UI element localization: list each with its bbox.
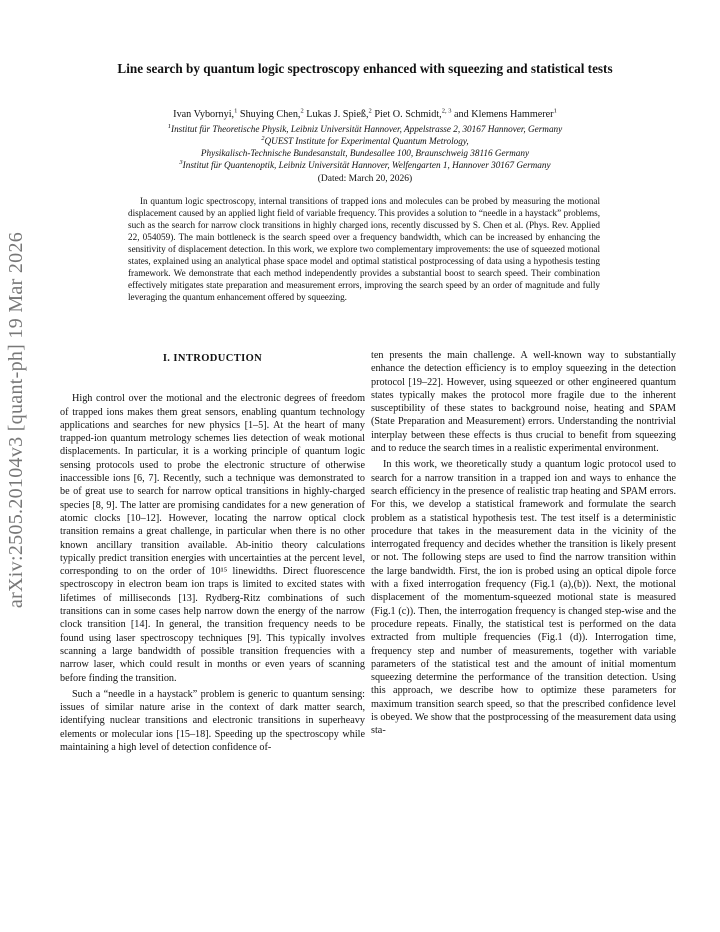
date-line: (Dated: March 20, 2026) (317, 174, 413, 184)
author: Lukas J. Spieß,$^2$ (303, 107, 372, 120)
right-column (371, 349, 676, 738)
author: Shuying Chen,$^2$ (237, 107, 304, 120)
paragraph: High control over the motional and the electronic degrees of freedom of trapped ions makes them great sensors, enabling quantum technology applications and searches for new physics [1–5]. At the heart of many trapped-ion quantum metrology schemes lies detection of weak motional displacements. In particular, it is a working principle of quantum logic sensing protocols used to probe the electronic structure of otherwise inaccessible ions [6, 7]. Recently, such a technique was demonstrated to be of great use to search for narrow optical transitions in highly-charged species [8, 9]. The latter are promising candidates for a new generation of atomic clocks [10–12]. However, locating the narrow optical clock transition remains a great challenge, in particular when there is no other known ancillary transition available. Ab-initio theory calculations typically predict transition energies with uncertainties at the percent level, corresponding to on the order of 10¹⁵ linewidths. Direct fluorescence spectroscopy in electron beam ion traps is limited to excited states with lifetimes of milliseconds [13]. Rydberg-Ritz combinations of such transitions can in some cases help narrow down the energy of the narrow clock transition [14]. In general, the transition frequency needs to be found using laser spectroscopy techniques [9]. This typically involves scanning a large bandwidth of possible transition frequencies with a narrow laser, which could result in months or even years of scanning before finding the transition. (60, 393, 365, 684)
section-heading: I. INTRODUCTION (162, 353, 263, 364)
paper-title: Line search by quantum logic spectroscopy enhanced with squeezing and statistical tests (117, 61, 613, 76)
abstract: In quantum logic spectroscopy, internal transitions of trapped ions and molecules can be probed by measuring the motional displacement caused by an applied light field of variable frequency. This provides a solution to “needle in a haystack” problems, such as the search for narrow clock transitions in highly charged ions, recently discussed by S. Chen et al. (Phys. Rev. Applied 22, 054059). The main bottleneck is the search speed over a frequency bandwidth, which can be increased by enhancing the sensitivity of displacement detection. In this work, we explore two complementary improvements: the use of squeezed motional states, explained using an analytical phase space model and optimal statistical postprocessing of data using a hypothesis testing framework. We demonstrate that each method independently provides a substantial boost to search speed. Their combination effectively mitigates state preparation and measurement errors, improving the search speed by an order of magnitude and fully leveraging the quantum enhancement offered by squeezing. (128, 196, 600, 302)
left-column (60, 352, 365, 754)
author: Ivan Vybornyi,$^1$ (173, 107, 238, 120)
affiliation: $^2$QUEST Institute for Experimental Quantum Metrology, (261, 134, 469, 146)
paragraph: In this work, we theoretically study a quantum logic protocol used to search for a narrow transition in a trapped ion and ways to enhance the search efficiency in the presence of realistic trap heating and SPAM errors. For this, we develop a statistical framework and formulate the search problem as a statistical hypothesis test. The test itself is a deterministic procedure that takes in the measurement data in the vicinity of the interrogated frequency and decides whether the transition is likely present or not. The following steps are used to find the narrow transition within the large bandwidth. First, the ion is probed using an optical dipole force with a fixed interrogation frequency (Fig.1 (a),(b)). Next, the motional displacement of the momentum-squeezed motional state is measured (Fig.1 (c)). Then, the interrogation frequency is changed step-wise and the procedure repeats. Finally, the statistical test is performed on the data extracted from multiple frequencies (Fig.1 (d)). Interrogation time, frequency step and number of measurements, together with variable parameters of the statistical test and the amount of initial momentum squeezing determine the performance of the transition detection. Using this approach, we describe how to optimize these parameters for maximum transition search speed, so that the prescribed confidence level is obeyed. We show that the postprocessing of the measurement data using sta- (371, 459, 676, 737)
affiliation-list (75, 123, 655, 171)
author: Piet O. Schmidt,$^{2, 3}$ (371, 107, 452, 120)
paragraph: Such a “needle in a haystack” problem is generic to quantum sensing: issues of similar nature arise in the context of dark matter search, identifying nuclear transitions and electronic transitions in superheavy elements or molecular ions [15–18]. Speeding up the spectroscopy while maintaining a high level of detection confidence of- (60, 688, 365, 754)
affiliation: Physikalisch-Technische Bundesanstalt, Bundesallee 100, Braunschweig 38116 Germany (200, 148, 530, 158)
arxiv-identifier: arXiv:2505.20104v3 [quant-ph] 19 Mar 2026 (5, 231, 27, 609)
paragraph: ten presents the main challenge. A well-known way to substantially enhance the detection efficiency is to employ squeezing in the detection protocol [19–22]. However, using squeezed or other engineered quantum states typically makes the protocol more fragile due to the inherent susceptibility of these states to background noise, heating and SPAM (State Preparation and Measurement) errors. Understanding the nontrivial interplay between these effects is thus crucial to benefit from squeezing and to reduce the search times in a realistic experimental environment. (371, 350, 676, 455)
author-list (80, 108, 650, 121)
affiliation: $^3$Institut für Quantenoptik, Leibniz Universität Hannover, Welfengarten 1, Hannover 30167 Germany (179, 158, 551, 170)
author: and Klemens Hammerer$^1$ (451, 107, 557, 120)
affiliation: $^1$Institut für Theoretische Physik, Leibniz Universität Hannover, Appelstrasse 2, 30167 Hannover, Germany (167, 122, 563, 134)
